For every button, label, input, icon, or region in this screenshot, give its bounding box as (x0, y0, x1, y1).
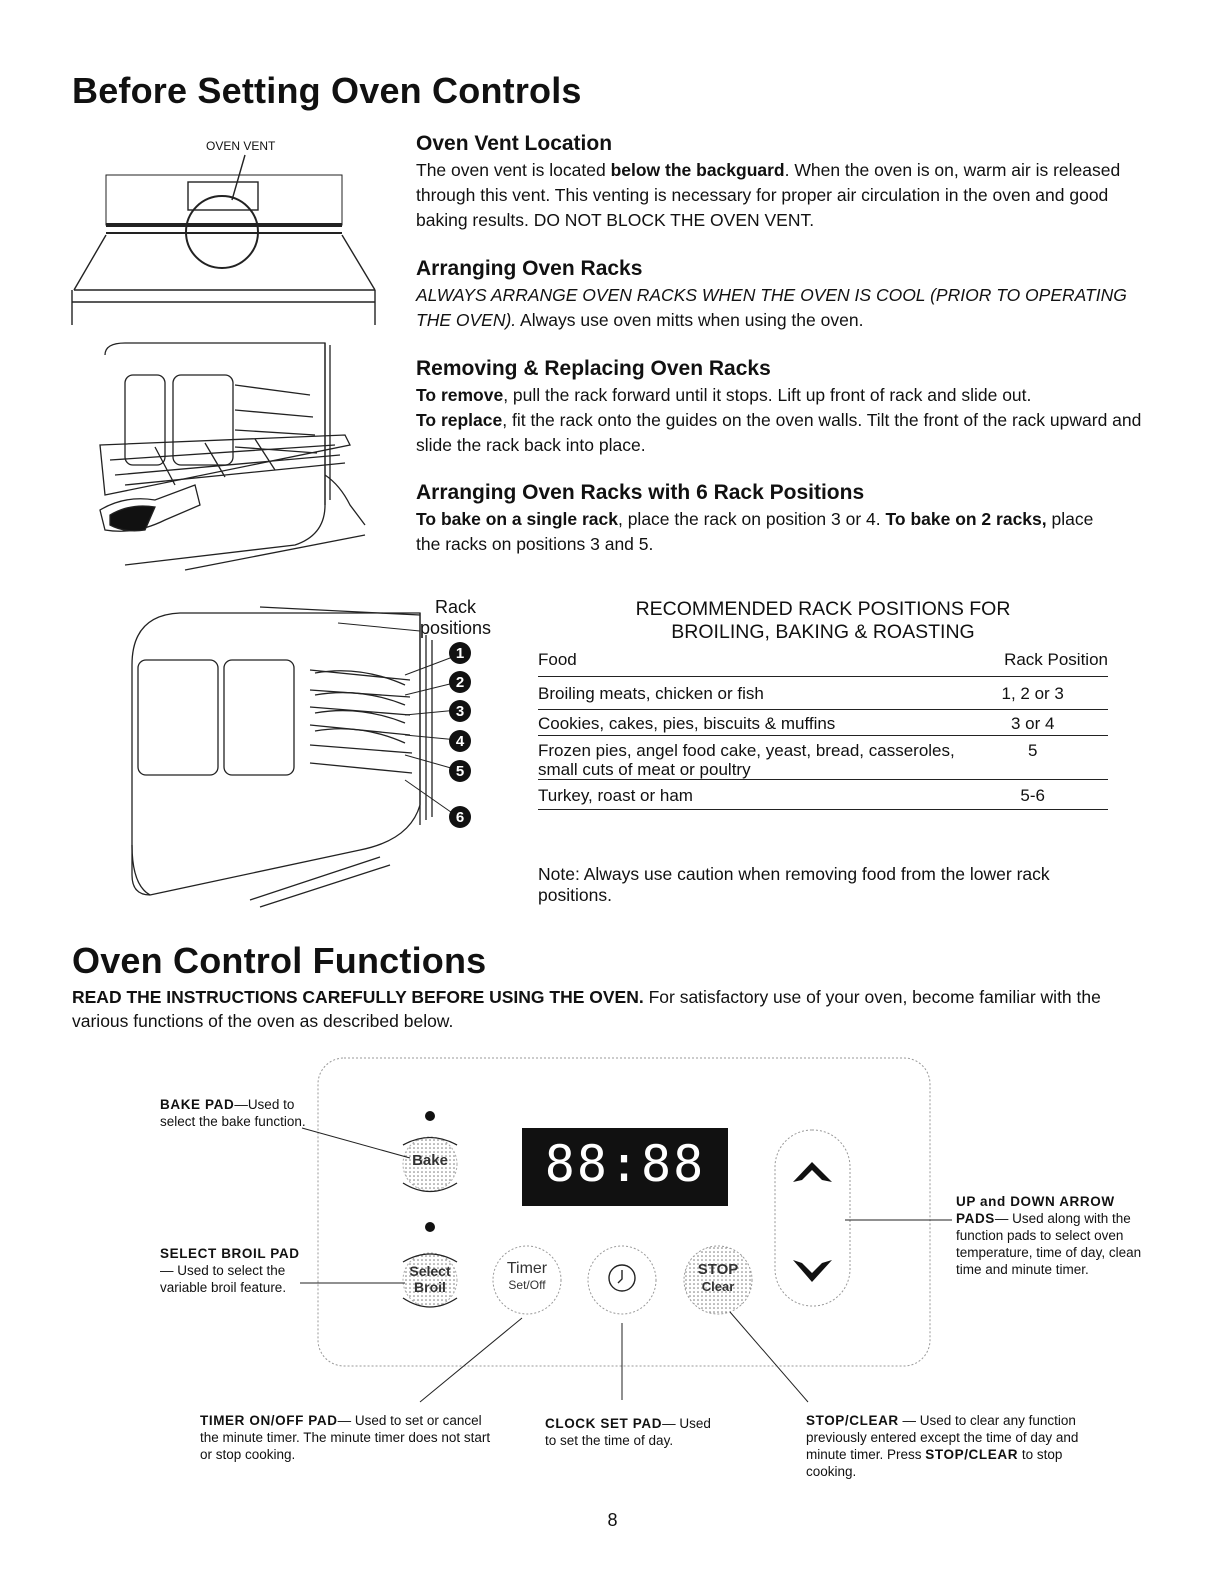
column-header-food: Food (538, 650, 957, 676)
text-oven-vent: The oven vent is located below the backguard. When the oven is on, warm air is released through this vent. This venting is necessary for proper air circulation in the oven and good baking results. DO NOT BLOCK THE OVEN VENT. (416, 160, 1121, 230)
rack-number-1: 1 (455, 645, 465, 662)
rack-number-6: 6 (455, 809, 465, 826)
text-arranging-racks: ALWAYS ARRANGE OVEN RACKS WHEN THE OVEN IS COOL (PRIOR TO OPERATING THE OVEN). Always use oven mitts when using the oven. (416, 285, 1127, 330)
rack-number-5: 5 (455, 763, 465, 780)
clock-icon (609, 1262, 635, 1288)
callout-timer-pad: TIMER ON/OFF PAD— Used to set or cancel the minute timer. The minute timer does not start or stop cooking. (200, 1413, 491, 1462)
table-row (538, 779, 1108, 809)
broil-pad-label-broil: Broil (414, 1279, 446, 1295)
table-cell-position: 5-6 (957, 779, 1108, 809)
page-number: 8 (607, 1510, 618, 1530)
timer-pad[interactable] (495, 1260, 559, 1294)
rack-position-table (538, 650, 1108, 810)
rack-table-title-line1: RECOMMENDED RACK POSITIONS FOR (635, 598, 1011, 620)
table-cell-position: 5 (957, 735, 1108, 779)
table-cell-position: 1, 2 or 3 (957, 684, 1108, 709)
bake-pad[interactable]: Bake (412, 1152, 448, 1169)
text-six-positions: To bake on a single rack, place the rack on position 3 or 4. To bake on 2 racks, place the racks on positions 3 and 5. (416, 509, 1094, 554)
text-removing-racks: To remove, pull the rack forward until it stops. Lift up front of rack and slide out. To replace, fit the rack onto the guides on the oven walls. Tilt the front of the rack upward and slide the rack back into place. (416, 385, 1142, 455)
rack-table-title (538, 598, 1108, 644)
callout-clock-set: CLOCK SET PAD— Used to set the time of day. (545, 1416, 711, 1448)
rack-positions-label: Rack positions (420, 597, 492, 638)
table-row (538, 709, 1108, 735)
column-header-rack-position: Rack Position (957, 650, 1108, 676)
section-title-before-setting: Before Setting Oven Controls (72, 70, 582, 111)
table-cell-food: Turkey, roast or ham (538, 779, 957, 809)
timer-pad-sublabel: Set/Off (508, 1278, 546, 1292)
oven-vent-illustration (70, 130, 380, 330)
rack-table-title-line2: BROILING, BAKING & ROASTING (671, 621, 975, 643)
callout-arrow-pads: UP and DOWN ARROW PADS— Used along with the function pads to select oven temperature, time of day, clean time and minute timer. (956, 1194, 1142, 1277)
callout-stop-clear: STOP/CLEAR — Used to clear any function previously entered except the time of day and minute timer. Press STOP/CLEAR to stop cooking. (806, 1413, 1079, 1479)
broil-pad[interactable] (400, 1263, 460, 1295)
stop-pad-label: STOP (697, 1261, 739, 1278)
table-cell-food: Frozen pies, angel food cake, yeast, bread, casseroles, small cuts of meat or poultry (538, 735, 957, 779)
heading-six-positions: Arranging Oven Racks with 6 Rack Positions (416, 481, 865, 504)
rack-removal-illustration (85, 335, 375, 575)
oven-vent-label: OVEN VENT (206, 139, 276, 153)
rack-number-4: 4 (455, 733, 465, 750)
clock-set-pad[interactable] (590, 1247, 654, 1313)
table-cell-food: Cookies, cakes, pies, biscuits & muffins (538, 709, 957, 735)
table-row (538, 684, 1108, 709)
heading-removing-racks: Removing & Replacing Oven Racks (416, 357, 771, 380)
heading-oven-vent: Oven Vent Location (416, 132, 613, 155)
rack-positions-illustration (120, 595, 500, 915)
timer-pad-label: Timer (506, 1260, 548, 1277)
clear-pad-label: Clear (701, 1279, 735, 1294)
rack-number-2: 2 (455, 674, 465, 691)
broil-pad-label-select: Select (409, 1263, 451, 1279)
intro-text: READ THE INSTRUCTIONS CAREFULLY BEFORE USING THE OVEN. For satisfactory use of your oven, become familiar with the various functions of the oven as described below. (72, 987, 1101, 1031)
up-arrow-icon[interactable] (793, 1162, 832, 1182)
heading-arranging-racks: Arranging Oven Racks (416, 257, 643, 280)
section-title-oven-control: Oven Control Functions (72, 940, 487, 981)
table-header-row (538, 650, 1108, 676)
table-cell-position: 3 or 4 (957, 709, 1108, 735)
callout-select-broil: SELECT BROIL PAD— Used to select the variable broil feature. (160, 1246, 300, 1295)
table-row (538, 735, 1108, 779)
down-arrow-icon[interactable] (793, 1260, 832, 1282)
note-lower-rack: Note: Always use caution when removing food from the lower rack positions. (538, 864, 1050, 905)
table-cell-food: Broiling meats, chicken or fish (538, 684, 957, 709)
callout-bake-pad: BAKE PAD—Used to select the bake function. (160, 1097, 306, 1129)
clock-display: 88:88 (544, 1135, 706, 1193)
rack-number-3: 3 (455, 703, 465, 720)
stop-clear-pad[interactable] (686, 1261, 750, 1295)
